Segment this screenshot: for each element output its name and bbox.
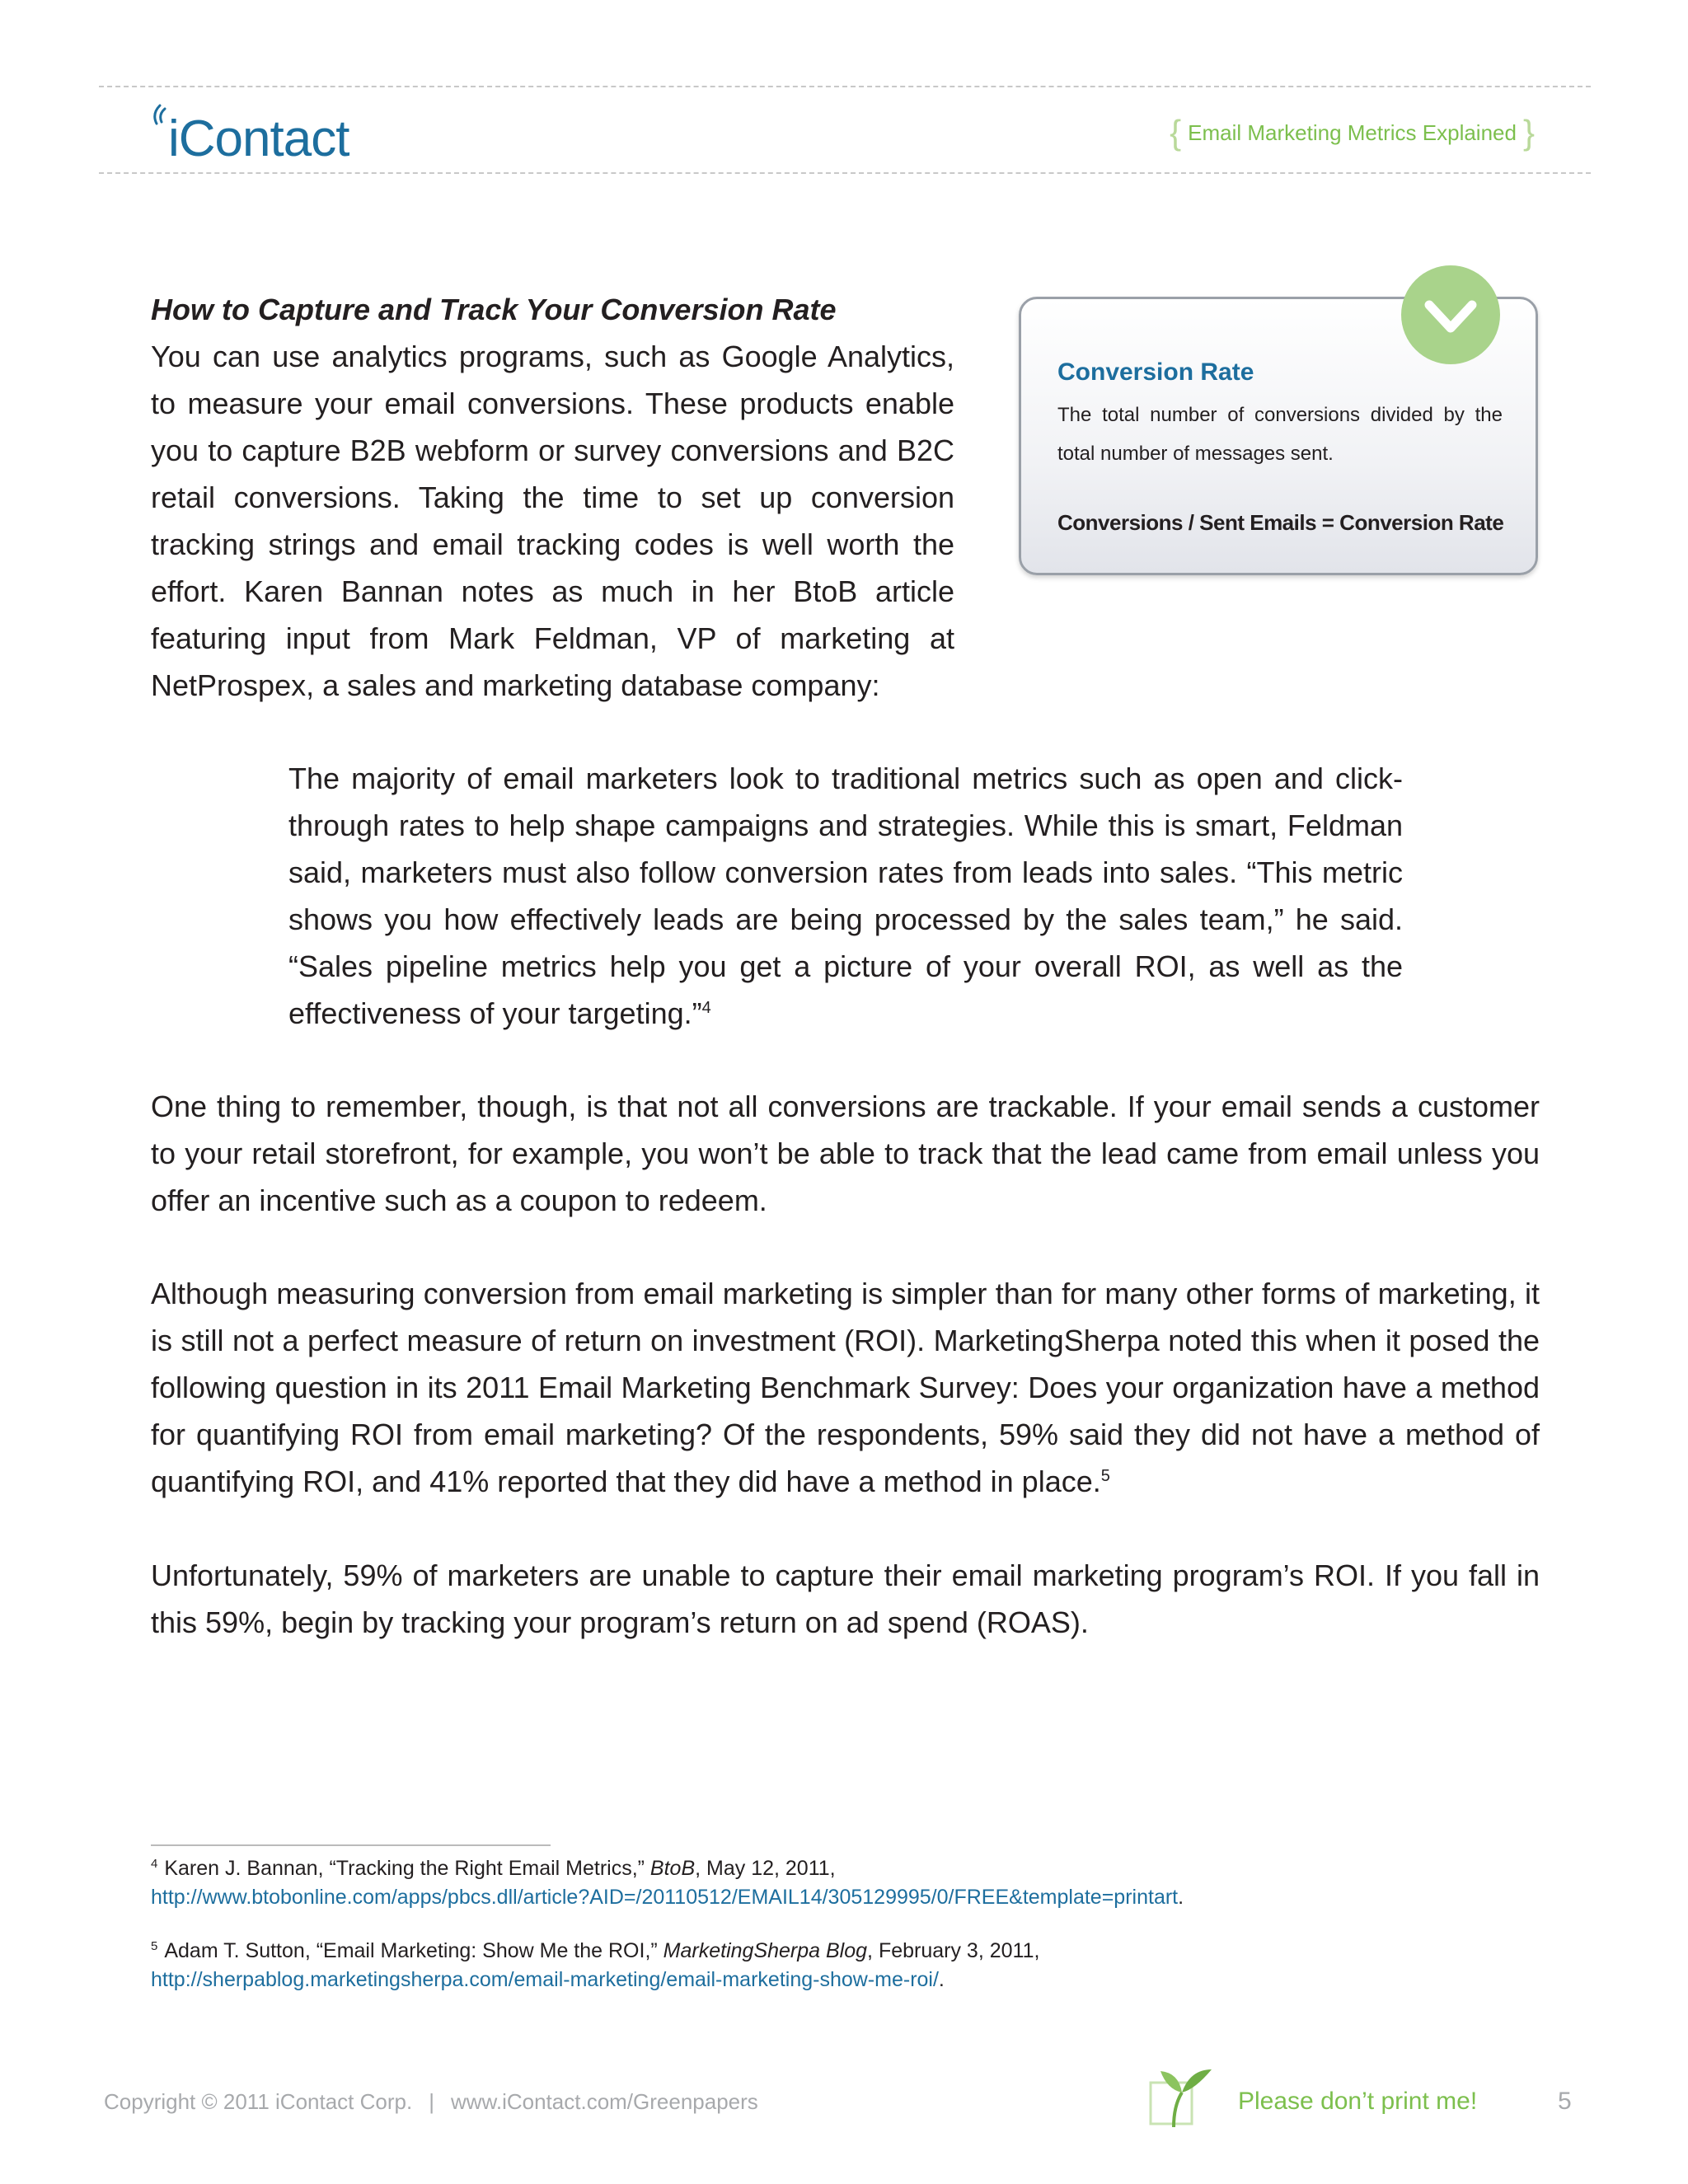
right-brace-glyph: } [1522, 113, 1535, 152]
document-title-tag [1163, 115, 1541, 150]
logo-wordmark: iContact [168, 110, 349, 167]
footnote-5-link[interactable]: http://sherpablog.marketingsherpa.com/email-marketing/email-marketing-show-me-roi/ [151, 1968, 939, 1991]
block-quote [288, 755, 1403, 1037]
footnote-divider [151, 1844, 551, 1846]
header-top-divider [99, 86, 1591, 87]
footnote-5-text: Adam T. Sutton, “Email Marketing: Show Me the ROI,” [164, 1939, 663, 1962]
footnote-5-publication: MarketingSherpa Blog [663, 1939, 868, 1962]
footnote-4-date: , May 12, 2011, [695, 1857, 836, 1880]
footer-website-link[interactable]: www.iContact.com/Greenpapers [450, 2089, 758, 2114]
intro-paragraph: You can use analytics programs, such as Google Analytics, to measure your email conversions. These products enable you to capture B2B webform or survey conversions and B2C retail conversions. Taking the time to set up conversion tracking strings and email tracking codes is well worth the effort. Karen Bannan notes as much in her BtoB article featuring input from Mark Feldman, VP of marketing at NetProspex, a sales and marketing database company: [151, 340, 954, 702]
checkmark-icon [1401, 265, 1500, 364]
roi-text: Although measuring conversion from email marketing is simpler than for many other forms of marketing, it is still not a perfect measure of return on investment (ROI). MarketingSherpa noted this when it posed the following question in its 2011 Email Marketing Benchmark Survey: Does your organization have a method for quantifying ROI from email marketing? Of the respondents, 59% said they did not have a method of quantifying ROI, and 41% reported that they did have a method in place. [151, 1277, 1540, 1498]
trackable-paragraph: One thing to remember, though, is that not all conversions are trackable. If your email sends a customer to your retail storefront, for example, you won’t be able to track that the lead came from email unless you offer an incentive such as a coupon to redeem. [151, 1090, 1540, 1217]
page-number: 5 [1558, 2088, 1572, 2115]
definition-formula: Conversions / Sent Emails = Conversion Rate [1057, 510, 1504, 535]
footnote-5-period: . [938, 1968, 945, 1991]
footnote-4-citation [151, 1854, 1184, 1883]
footnote-ref-4[interactable]: 4 [701, 999, 711, 1017]
document-title: Email Marketing Metrics Explained [1188, 120, 1517, 145]
footnote-4-text: Karen J. Bannan, “Tracking the Right Email Metrics,” [164, 1857, 650, 1880]
definition-description: The total number of conversions divided by the total number of messages sent. [1057, 404, 1503, 465]
footnote-5 [151, 1937, 1039, 1994]
footnote-4-link[interactable]: http://www.btobonline.com/apps/pbcs.dll/article?AID=/20110512/EMAIL14/305129995/0/FREE&template=printart [151, 1886, 1179, 1909]
footnote-ref-5[interactable]: 5 [1100, 1467, 1110, 1485]
copyright-text: Copyright © 2011 iContact Corp. [104, 2089, 413, 2114]
footnote-4-publication: BtoB [649, 1857, 696, 1880]
section-heading: How to Capture and Track Your Conversion Rate [151, 293, 837, 326]
header-bottom-divider [99, 172, 1591, 174]
signal-waves-icon [148, 102, 166, 135]
unfortunately-paragraph: Unfortunately, 59% of marketers are unable to capture their email marketing program’s ROI. If you fall in this 59%, begin by tracking your program’s return on ad spend (ROAS). [151, 1558, 1540, 1639]
left-brace-glyph: { [1170, 113, 1182, 152]
roi-paragraph [151, 1270, 1540, 1505]
footer-separator: | [429, 2089, 434, 2114]
sprout-leaf-icon [1149, 2064, 1217, 2129]
footnote-5-number: 5 [151, 1938, 158, 1953]
checkmark-badge [1401, 265, 1500, 364]
footnote-4 [151, 1854, 1184, 1912]
footnote-4-number: 4 [151, 1856, 158, 1871]
footer-copyright-bar [104, 2089, 758, 2115]
footnote-4-period: . [1178, 1886, 1184, 1909]
icontact-logo [148, 99, 349, 165]
definition-title: Conversion Rate [1057, 359, 1254, 386]
dont-print-note: Please don’t print me! [1238, 2088, 1478, 2115]
quote-text: The majority of email marketers look to traditional metrics such as open and click-through rates to help shape campaigns and strategies. While this is smart, Feldman said, marketers must also follow conversion rates from leads into sales. “This metric shows you how effectively leads are being processed by the sales team,” he said. “Sales pipeline metrics help you get a picture of your overall ROI, as well as the effectiveness of your targeting.” [288, 762, 1403, 1030]
footnote-5-date: , February 3, 2011, [867, 1939, 1040, 1962]
footnote-5-citation [151, 1937, 1039, 1966]
